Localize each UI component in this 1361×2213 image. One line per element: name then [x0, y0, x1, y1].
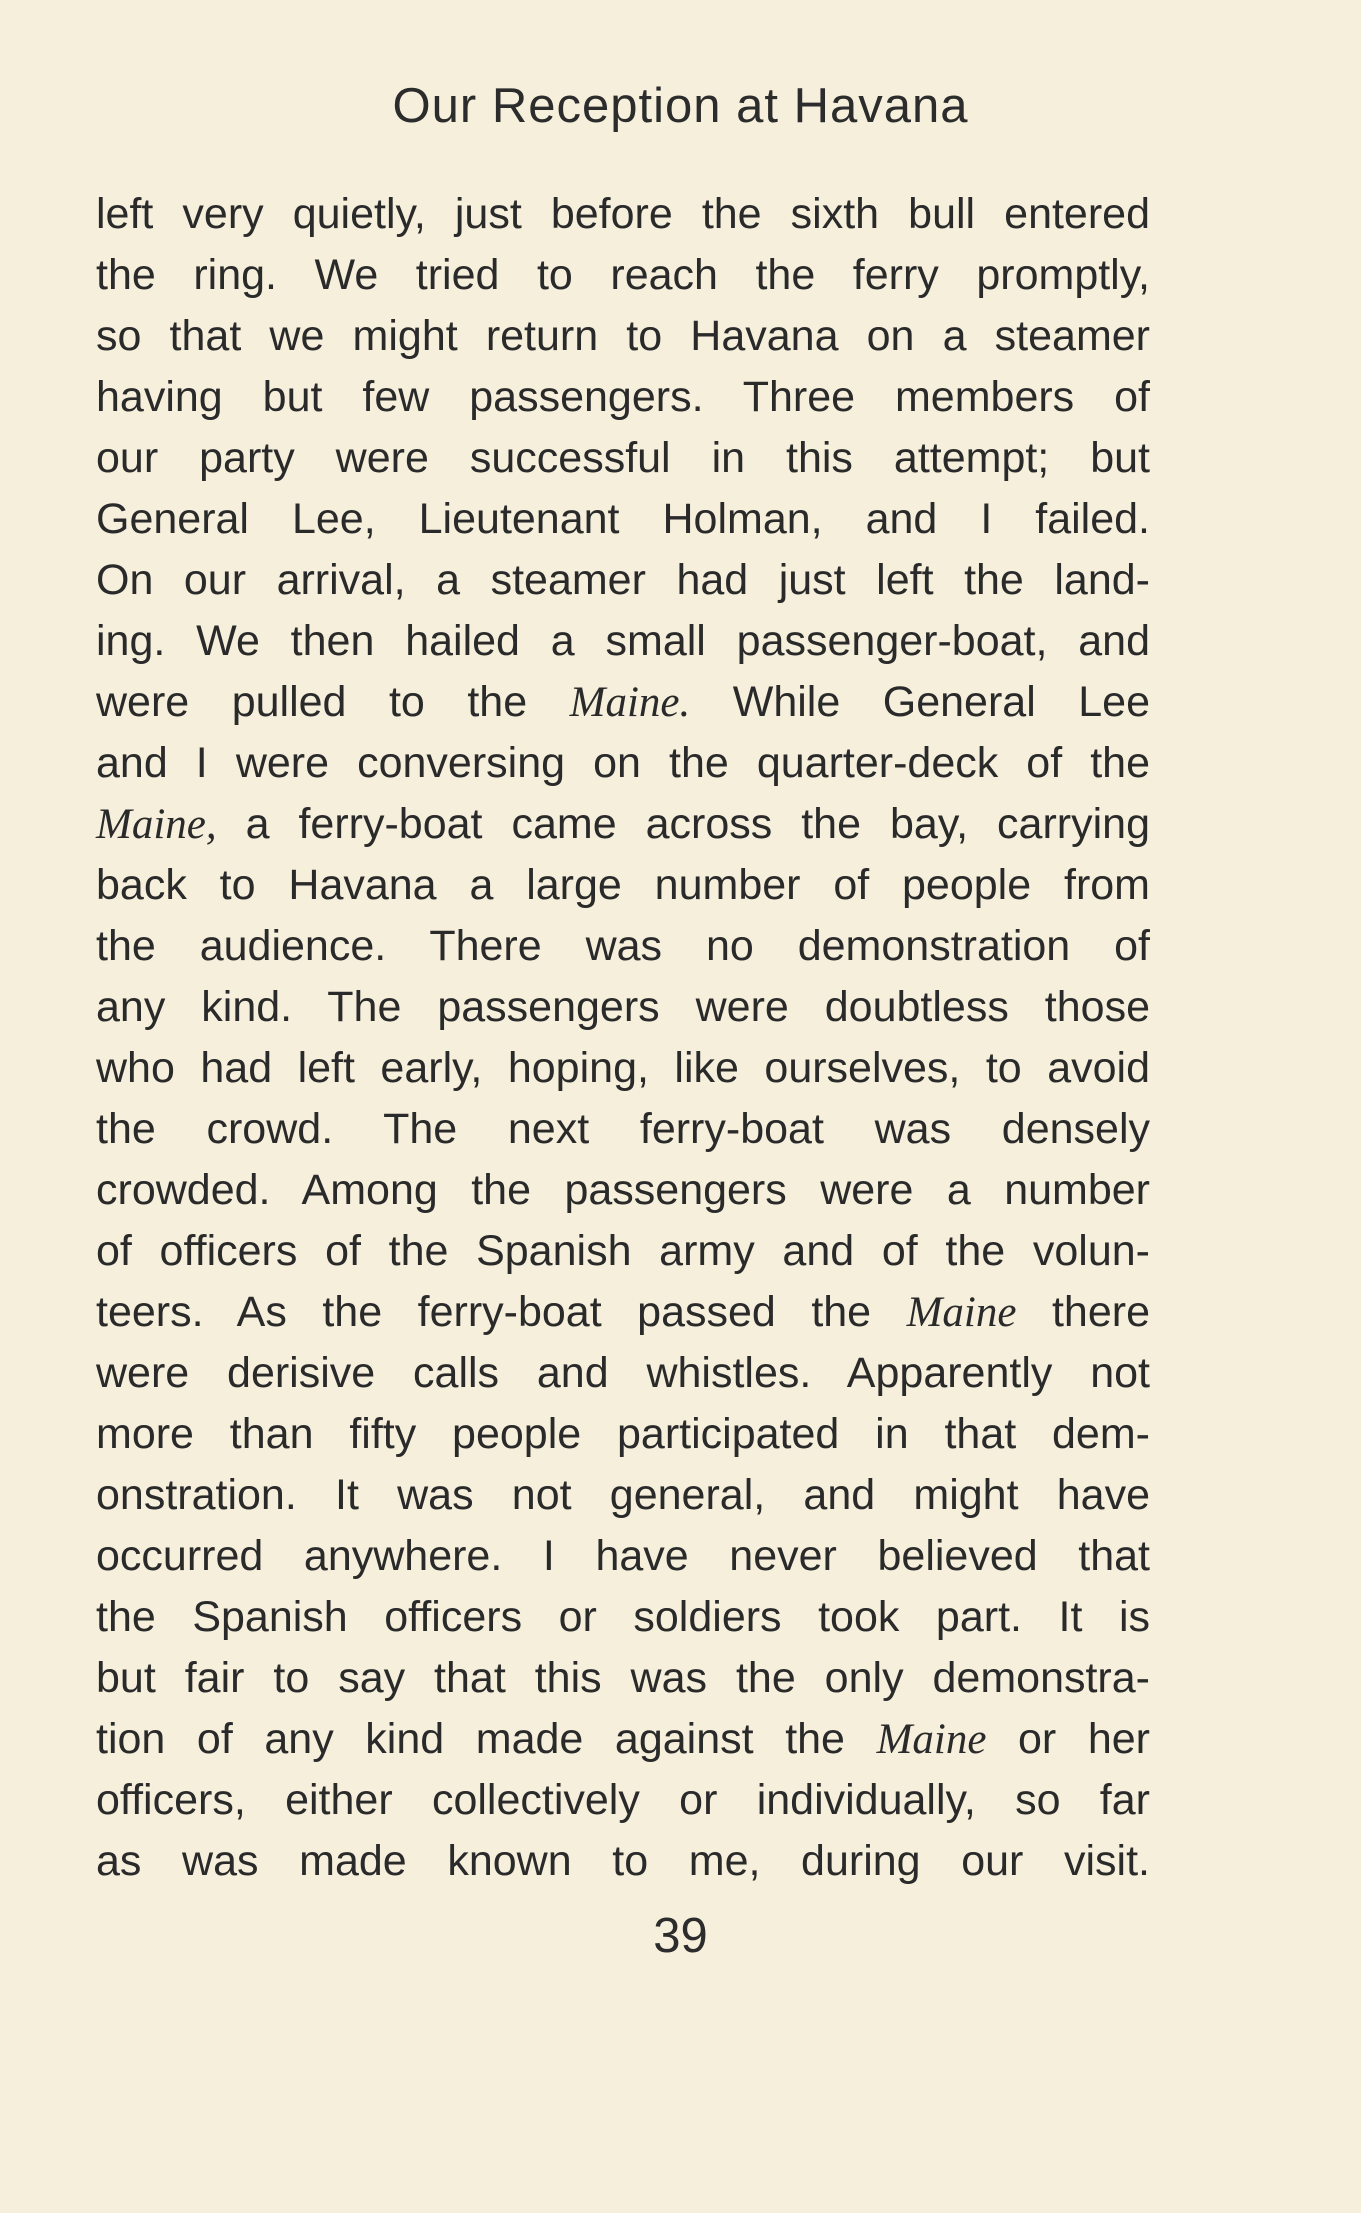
italic-ship-name: Maine	[876, 1716, 987, 1763]
text-line	[96, 550, 1150, 611]
text-line	[96, 489, 1150, 550]
text-segment: teers. As the ferry-boat passed the	[96, 1288, 907, 1336]
text-segment: occurred anywhere. I have never believed that	[96, 1532, 1150, 1580]
text-segment: officers, either collectively or individually, so far	[96, 1776, 1150, 1824]
text-line	[96, 611, 1150, 672]
text-segment: were pulled to the	[96, 678, 570, 726]
italic-ship-name: Maine,	[96, 801, 217, 848]
text-line	[96, 306, 1150, 367]
text-line	[96, 1038, 1150, 1099]
text-segment: as was made known to me, during our visit.	[96, 1837, 1150, 1885]
italic-ship-name: Maine.	[569, 679, 691, 726]
text-line	[96, 1648, 1150, 1709]
text-segment: tion of any kind made against the	[96, 1715, 877, 1763]
text-line	[96, 916, 1150, 977]
text-line	[96, 1465, 1150, 1526]
text-segment: the ring. We tried to reach the ferry promptly,	[96, 251, 1150, 299]
text-segment: were derisive calls and whistles. Apparently not	[96, 1349, 1150, 1397]
text-segment: the Spanish officers or soldiers took part. It is	[96, 1593, 1150, 1641]
italic-ship-name: Maine	[906, 1289, 1017, 1336]
text-segment: there	[1016, 1288, 1150, 1336]
text-line	[96, 428, 1150, 489]
text-segment: any kind. The passengers were doubtless those	[96, 983, 1150, 1031]
text-segment: our party were successful in this attempt; but	[96, 434, 1150, 482]
text-segment: who had left early, hoping, like ourselves, to avoid	[96, 1044, 1150, 1092]
text-line	[96, 1343, 1150, 1404]
body-text	[96, 184, 1150, 1892]
text-segment: the crowd. The next ferry-boat was densely	[96, 1105, 1150, 1153]
text-segment: having but few passengers. Three members of	[96, 373, 1150, 421]
text-line	[96, 1831, 1150, 1892]
text-line	[96, 977, 1150, 1038]
text-segment: onstration. It was not general, and might have	[96, 1471, 1150, 1519]
text-segment: General Lee, Lieutenant Holman, and I failed.	[96, 495, 1150, 543]
text-line	[96, 1587, 1150, 1648]
text-segment: back to Havana a large number of people from	[96, 861, 1150, 909]
text-segment: a ferry-boat came across the bay, carrying	[216, 800, 1150, 848]
text-line	[96, 184, 1150, 245]
text-line	[96, 855, 1150, 916]
text-segment: left very quietly, just before the sixth bull entered	[96, 190, 1150, 238]
text-segment: of officers of the Spanish army and of the volun-	[96, 1227, 1150, 1275]
text-line	[96, 1282, 1150, 1343]
text-line	[96, 794, 1150, 855]
text-segment: or her	[986, 1715, 1150, 1763]
text-line	[96, 1099, 1150, 1160]
text-line	[96, 733, 1150, 794]
text-segment: so that we might return to Havana on a steamer	[96, 312, 1150, 360]
text-line	[96, 1770, 1150, 1831]
text-segment: more than fifty people participated in that dem-	[96, 1410, 1150, 1458]
text-line	[96, 367, 1150, 428]
text-segment: crowded. Among the passengers were a number	[96, 1166, 1150, 1214]
running-head: Our Reception at Havana	[392, 79, 969, 133]
text-line	[96, 1160, 1150, 1221]
text-line	[96, 1221, 1150, 1282]
text-line	[96, 245, 1150, 306]
text-segment: ing. We then hailed a small passenger-boat, and	[96, 617, 1150, 665]
text-segment: On our arrival, a steamer had just left the land-	[96, 556, 1150, 604]
page-number: 39	[653, 1909, 708, 1963]
text-segment: the audience. There was no demonstration of	[96, 922, 1150, 970]
text-line	[96, 1709, 1150, 1770]
text-segment: While General Lee	[690, 678, 1150, 726]
text-line	[96, 672, 1150, 733]
text-segment: but fair to say that this was the only demonstra-	[96, 1654, 1150, 1702]
text-line	[96, 1526, 1150, 1587]
text-line	[96, 1404, 1150, 1465]
text-segment: and I were conversing on the quarter-deck of the	[96, 739, 1150, 787]
